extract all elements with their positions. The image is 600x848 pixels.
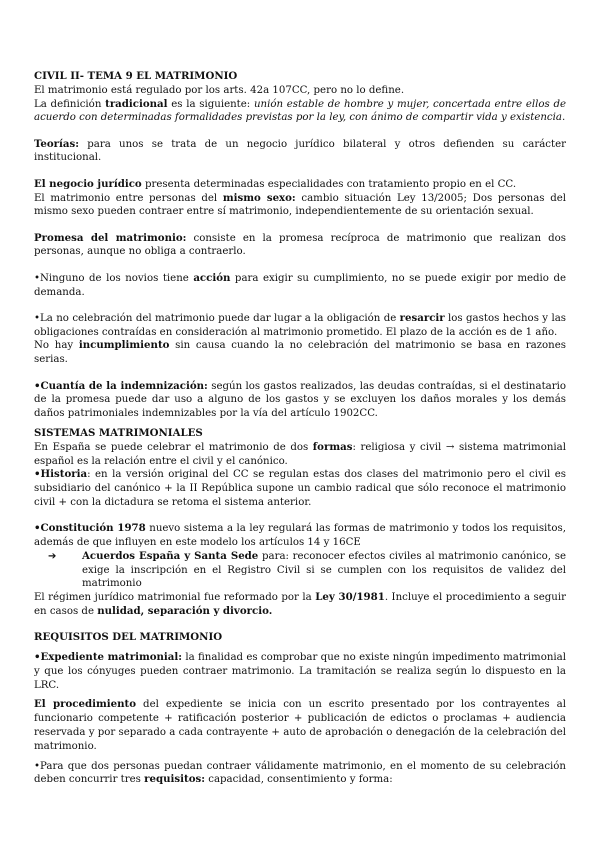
historia-paragraph: •Historia: en la versión original del CC se regulan estas dos clases del matrimonio pero el civil es subsidiario del canónico + la II República supone un cambio radical que sólo reconoce el matrimonio civil + con la dictadura se retoma el sistema anterior. xyxy=(34,468,566,508)
regimen-paragraph: El régimen jurídico matrimonial fue reformado por la Ley 30/1981. Incluye el procedimiento a seguir en casos de nulidad, separación y divorcio. xyxy=(34,591,566,617)
constitucion-paragraph: •Constitución 1978 nuevo sistema a la ley regulará las formas de matrimonio y todos los requisitos, además de que influyen en este modelo los artículos 14 y 16CE xyxy=(34,522,566,549)
acuerdos-text: Acuerdos España y Santa Sede para: reconocer efectos civiles al matrimonio canónico, se exige la inscripción en el Registro Civil si se cumplen con los requisitos de validez del matrimonio xyxy=(82,549,566,590)
requisitos-heading: REQUISITOS DEL MATRIMONIO xyxy=(34,631,223,644)
sistemas-heading: SISTEMAS MATRIMONIALES xyxy=(34,426,203,439)
intro-paragraph-1: El matrimonio está regulado por los arts. 42a 107CC, pero no lo define. xyxy=(34,84,405,96)
intro-paragraph-2: La definición tradicional es la siguiente: unión estable de hombre y mujer, concertada entre ellos de acuerdo con determinadas formalidades previstas por la ley, con ánimo de compartir vida y existencia. xyxy=(34,97,567,124)
ninguno-paragraph: •Ninguno de los novios tiene acción para exigir su cumplimiento, no se puede exigir por medio de demanda. xyxy=(34,271,566,298)
cuantia-paragraph: •Cuantía de la indemnización: según los gastos realizados, las deudas contraídas, si el destinatario de la promesa puede dar uso a alguno de los gastos y se excluyen los daños morales y los demás daños patrimoniales indemnizables por la vía del artículo 1902CC. xyxy=(34,379,566,420)
procedimiento-paragraph: El procedimiento del expediente se inicia con un escrito presentado por los contrayentes al funcionario competente + ratificación posterior + publicación de edictos o proclamas + audiencia reservada y por separado a cada contrayente + auto de aprobación o denegación de la celebración del matrimonio. xyxy=(34,698,567,752)
requisitos-paragraph: •Para que dos personas puedan contraer válidamente matrimonio, en el momento de su celebración deben concurrir tres requisitos: capacidad, consentimiento y forma: xyxy=(34,760,566,786)
expediente-paragraph: •Expediente matrimonial: la finalidad es comprobar que no existe ningún impedimento matrimonial y que los cónyuges pueden contraer matrimonio. La tramitación se realiza según lo dispuesto en la LRC. xyxy=(34,651,566,691)
acuerdos-bullet xyxy=(34,550,566,591)
doc-title: CIVIL II- TEMA 9 EL MATRIMONIO xyxy=(34,70,238,82)
incumplimiento-paragraph: No hay incumplimiento sin causa cuando la no celebración del matrimonio se basa en razones serias. xyxy=(34,339,566,366)
arrow-right-icon: ➔ xyxy=(48,550,57,562)
mismo-sexo-paragraph: El matrimonio entre personas del mismo sexo: cambio situación Ley 13/2005; Dos personas del mismo sexo pueden contraer entre sí matrimonio, independientemente de su orientación sexual. xyxy=(34,191,567,218)
teorias-paragraph: Teorías: para unos se trata de un negocio jurídico bilateral y otros defienden su carácter institucional. xyxy=(34,137,566,164)
no-celebracion-paragraph: •La no celebración del matrimonio puede dar lugar a la obligación de resarcir los gastos hechos y las obligaciones contraídas en consideración al matrimonio prometido. El plazo de la acción es de 1 año. xyxy=(34,311,567,338)
espana-paragraph: En España se puede celebrar el matrimonio de dos formas: religiosa y civil → sistema matrimonial español es la relación entre el civil y el canónico. xyxy=(34,440,566,467)
document-page xyxy=(34,70,566,787)
promesa-paragraph: Promesa del matrimonio: consiste en la promesa recíproca de matrimonio que realizan dos personas, aunque no obliga a contraerlo. xyxy=(34,231,566,258)
negocio-paragraph: El negocio jurídico presenta determinadas especialidades con tratamiento propio en el CC. xyxy=(34,177,517,190)
